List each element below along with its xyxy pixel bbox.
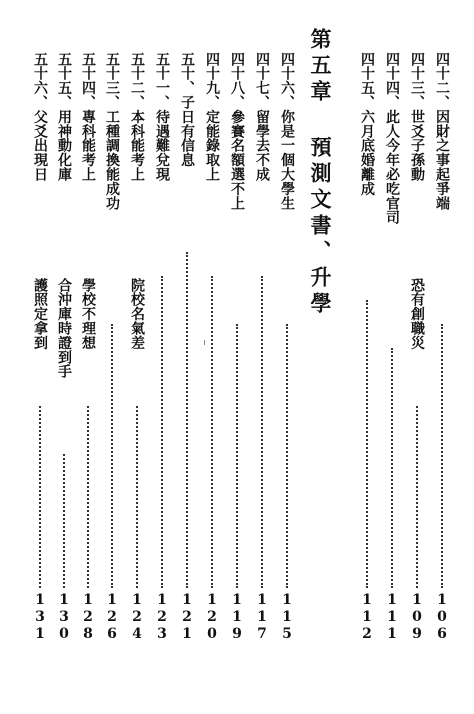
toc-entry-title: 四十三、世爻子孫動	[409, 52, 425, 182]
toc-entry-title: 五十三、工種調換能成功	[104, 52, 120, 211]
toc-page-number: 119	[229, 592, 245, 643]
toc-page-number: 120	[204, 592, 220, 643]
toc-page-number: 130	[56, 592, 72, 643]
toc-entry[interactable]	[100, 52, 124, 652]
toc-entry-title: 五十二、本科能考上	[129, 52, 145, 182]
dotted-leader	[391, 348, 393, 588]
dotted-leader	[87, 406, 89, 588]
toc-entry-title: 五十、子日有信息	[179, 52, 195, 168]
toc-entry-note: 合沖庫時證到手	[56, 278, 72, 379]
toc-entry[interactable]	[405, 52, 429, 652]
toc-entry-title: 五十五、用神動化庫	[56, 52, 72, 182]
toc-page-number: 106	[434, 592, 450, 643]
toc-page-number: 128	[80, 592, 96, 643]
toc-page-number: 131	[32, 592, 48, 643]
toc-entry-title: 四十九、定能錄取上	[204, 52, 220, 182]
dotted-leader	[161, 276, 163, 588]
toc-entry[interactable]	[355, 52, 379, 652]
toc-page-number: 111	[384, 592, 400, 643]
toc-page-number: 126	[104, 592, 120, 643]
toc-entry-note: 護照定拿到	[32, 278, 48, 350]
dotted-leader	[416, 406, 418, 588]
toc-entry-title: 四十二、因財之事起爭端	[434, 52, 450, 211]
toc-entry[interactable]	[28, 52, 52, 652]
toc-entry[interactable]	[250, 52, 274, 652]
toc-entry-title: 四十八、參賽名額選不上	[229, 52, 245, 211]
toc-entry[interactable]	[380, 52, 404, 652]
toc-entry[interactable]	[150, 52, 174, 652]
dotted-leader	[261, 276, 263, 588]
toc-entry-title: 四十五、六月底婚離成	[359, 52, 375, 196]
toc-entry[interactable]	[52, 52, 76, 652]
dotted-leader	[136, 406, 138, 588]
toc-entry-note: 學校不理想	[80, 278, 96, 350]
toc-entry[interactable]	[430, 52, 454, 652]
toc-entry-title: 五十六、父爻出現日	[32, 52, 48, 182]
dotted-leader	[441, 324, 443, 588]
toc-entry[interactable]	[125, 52, 149, 652]
dotted-leader	[63, 454, 65, 588]
toc-entry[interactable]	[275, 52, 299, 652]
dotted-leader	[236, 324, 238, 588]
toc-entry-note: 恐有創職災	[409, 278, 425, 350]
toc-entry[interactable]	[175, 52, 199, 652]
toc-page-number: 112	[359, 592, 375, 643]
toc-entry[interactable]	[76, 52, 100, 652]
dotted-leader	[211, 276, 213, 588]
dotted-leader	[286, 324, 288, 588]
toc-entry-title: 四十六、你是一個大學生	[279, 52, 295, 211]
dotted-leader	[186, 252, 188, 588]
toc-entry-title: 四十四、此人今年必吃官司	[384, 52, 400, 225]
toc-page-number: 121	[179, 592, 195, 643]
toc-page-number: 109	[409, 592, 425, 643]
chapter-title: 第五章 預測文書、升學	[308, 28, 333, 318]
toc-page-number: 124	[129, 592, 145, 643]
toc-entry[interactable]	[225, 52, 249, 652]
toc-entry[interactable]	[200, 52, 224, 652]
toc-entry-title: 五十四、專科能考上	[80, 52, 96, 182]
dotted-leader	[366, 300, 368, 588]
dotted-leader	[39, 406, 41, 588]
toc-page-number: 117	[254, 592, 270, 643]
toc-entry-title: 四十七、留學去不成	[254, 52, 270, 182]
toc-page-number: 123	[154, 592, 170, 643]
toc-entry-note: 院校名氣差	[129, 278, 145, 350]
dotted-leader	[111, 324, 113, 588]
toc-entry-title: 五十一、待遇難兌現	[154, 52, 170, 182]
toc-page-number: 115	[279, 592, 295, 643]
